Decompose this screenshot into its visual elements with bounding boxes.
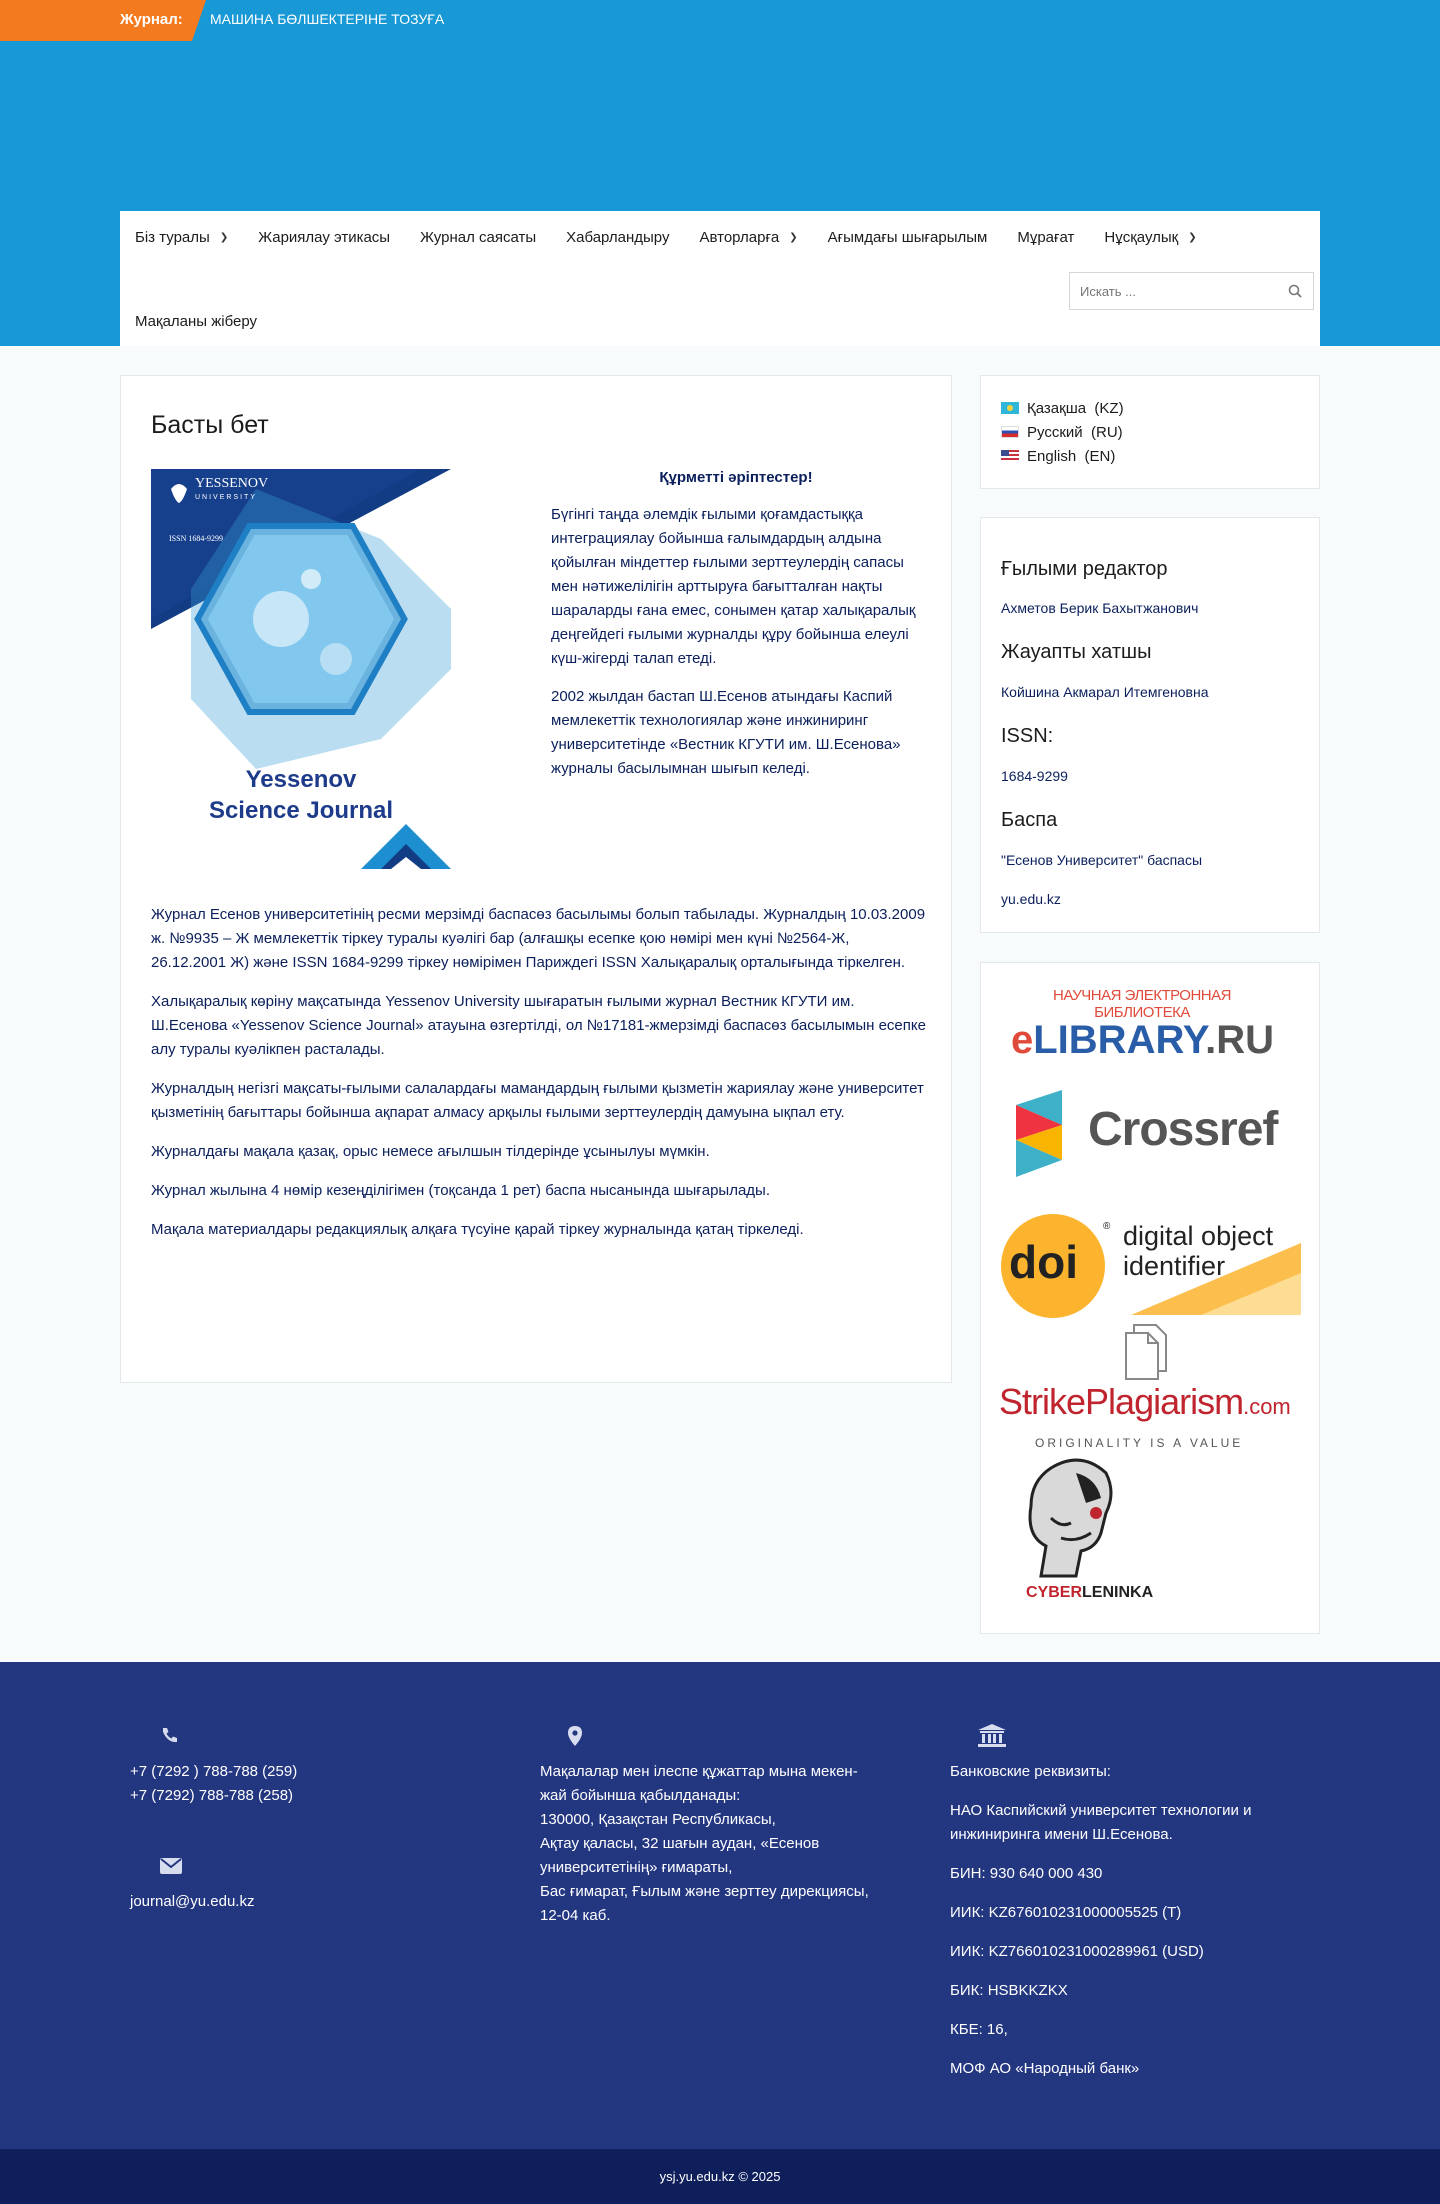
nav-item-archive[interactable]: Мұрағат	[1017, 228, 1075, 246]
kz-flag-icon	[1001, 402, 1019, 414]
cyberleninka-logo[interactable]: CYBERLENINKA	[1021, 1458, 1141, 1608]
publisher-heading: Баспа	[1001, 809, 1058, 831]
bank-line: ИИК: KZ766010231000289961 (USD)	[950, 1943, 1204, 1960]
nav-item-announcements[interactable]: Хабарландыру	[566, 228, 670, 246]
journal-ticker[interactable]: МАШИНА БӨЛШЕКТЕРІНЕ ТОЗУҒА	[210, 11, 445, 27]
address-line: 12-04 каб.	[540, 1907, 611, 1924]
chevron-down-icon: ❯	[219, 231, 229, 243]
bank-line: БИН: 930 640 000 430	[950, 1865, 1103, 1882]
lang-russian[interactable]: Русский (RU)	[1001, 420, 1299, 444]
main-nav	[120, 211, 1320, 346]
address-line: 130000, Қазақстан Республикасы,	[540, 1811, 776, 1828]
body-paragraph: Халықаралық көріну мақсатында Yessenov University шығаратын ғылыми журнал Вестник КГУТИ им. Ш.Есенова «Yessenov Science Journal» атауына өзгертілді, ол №17181-жмерзімді баспасөз басылымын есепке алу туралы куәлікпен расталады.	[151, 993, 926, 1058]
editor-heading: Ғылыми редактор	[1001, 558, 1168, 580]
issn-value: 1684-9299	[1001, 768, 1068, 784]
email-icon	[160, 1858, 182, 1874]
cover-issn: ISSN 1684-9299	[169, 534, 224, 543]
phone-1[interactable]: +7 (7292 ) 788-788 (259)	[130, 1763, 298, 1780]
nav-menu	[120, 211, 1212, 263]
address-line: Мақалалар мен ілеспе құжаттар мына мекен-	[540, 1763, 858, 1780]
strikeplagiarism-logo[interactable]: StrikePlagiarism.com ORIGINALITY IS A VALUE	[999, 1323, 1309, 1453]
search-input[interactable]	[1070, 273, 1277, 309]
phone-2[interactable]: +7 (7292) 788-788 (258)	[130, 1787, 294, 1804]
crossref-mark-icon	[1016, 1085, 1086, 1180]
body-paragraph: Журнал Есенов университетінің ресми мерзімді баспасөз басылымы болып табылады. Журналдың 10.03.2009 ж. №9935 – Ж мемлекеттік тіркеу туралы куәлігі бар (алғашқы есепке қою нөмірі мен күні №2564-Ж, 26.12.2001 Ж) және ISSN 1684-9299 тіркеу нөмірімен Париждегі ISSN Халықаралық орталығында тіркелген.	[151, 906, 926, 971]
nav-item-policy[interactable]: Журнал саясаты	[420, 228, 537, 246]
search-icon[interactable]	[1277, 284, 1313, 298]
bank-name: НАО Каспийский университет технологии и	[950, 1802, 1252, 1819]
crossref-logo[interactable]: Crossref	[1016, 1085, 1306, 1180]
address-line: Бас ғимарат, Ғылым және зерттеу дирекциясы,	[540, 1883, 869, 1900]
body-paragraph: Журналдағы мақала қазақ, орыс немесе ағылшын тілдерінде ұсынылуы мүмкін.	[151, 1143, 710, 1160]
bank-line: БИК: HSBKKZKX	[950, 1982, 1068, 1999]
bank-icon	[978, 1724, 1006, 1748]
secretary-name: Койшина Акмарал Итемгеновна	[1001, 684, 1209, 700]
search-box	[1069, 272, 1314, 310]
journal-cover-image	[151, 469, 451, 869]
greeting: Құрметті әріптестер!	[659, 469, 813, 486]
nav-item-submit[interactable]: Мақаланы жіберу	[135, 312, 258, 330]
address-line: жай бойынша қабылданады:	[540, 1787, 741, 1804]
journal-info-widget	[980, 517, 1320, 933]
email-link[interactable]: journal@yu.edu.kz	[130, 1893, 255, 1910]
page-title: Басты бет	[151, 411, 269, 439]
cover-title-line1: Yessenov	[245, 766, 357, 793]
us-flag-icon	[1001, 450, 1019, 462]
main-content	[120, 375, 952, 1383]
bank-line: КБЕ: 16,	[950, 2021, 1008, 2038]
publisher-name: "Есенов Университет" баспасы	[1001, 852, 1203, 868]
document-icon	[1124, 1323, 1174, 1381]
editor-name: Ахметов Берик Бахытжанович	[1001, 600, 1199, 616]
journal-label: Журнал:	[120, 11, 183, 28]
nav-item-current-issue[interactable]: Ағымдағы шығарылым	[827, 228, 988, 246]
copyright-bar	[0, 2149, 1440, 2204]
bank-title: Банковские реквизиты:	[950, 1763, 1111, 1780]
intro-paragraph: Бүгінгі таңда әлемдік ғылыми қоғамдастыққа интеграциялау бойынша ғалымдардың алдына қойылған міндеттер ғылыми зерттеулердің сапасы мен нәтижелілігін арттыруға бағытталған нақты шараларды ғана емес, сонымен қатар халықаралық деңгейдегі ғылыми журналды құру бойынша елеулі күш-жігерді талап етеді.	[551, 506, 916, 667]
indexing-logos	[980, 962, 1320, 1634]
nav-item-authors[interactable]: Авторларға ❯	[699, 228, 798, 246]
bank-line: ИИК: KZ676010231000005525 (Т)	[950, 1904, 1182, 1921]
secretary-heading: Жауапты хатшы	[1001, 641, 1152, 663]
copyright-text: ysj.yu.edu.kz © 2025	[659, 2169, 781, 2184]
body-paragraph: Мақала материалдары редакциялық алқаға түсуіне қарай тіркеу журналында қатаң тіркеледі.	[151, 1221, 804, 1238]
nav-item-guidelines[interactable]: Нұсқаулық ❯	[1104, 228, 1197, 246]
chevron-down-icon: ❯	[789, 231, 798, 243]
phone-icon	[160, 1727, 178, 1745]
site-link[interactable]: yu.edu.kz	[1001, 891, 1061, 907]
bank-line: МОФ АО «Народный банк»	[950, 2060, 1140, 2077]
nav-item-about[interactable]: Біз туралы ❯	[135, 228, 229, 246]
body-text	[151, 903, 926, 1257]
address-line: университетінің» ғимараты,	[540, 1859, 733, 1876]
cover-title-line2: Science Journal	[208, 797, 394, 824]
lang-english[interactable]: English (EN)	[1001, 444, 1299, 468]
intro-section	[551, 469, 921, 795]
issn-heading: ISSN:	[1001, 725, 1054, 747]
elibrary-logo[interactable]: НАУЧНАЯ ЭЛЕКТРОННАЯ БИБЛИОТЕКА eLIBRARY.RU	[1011, 987, 1274, 1062]
cover-university-sub: UNIVERSITY	[195, 494, 258, 501]
language-switcher	[980, 375, 1320, 489]
ru-flag-icon	[1001, 426, 1019, 438]
address-line: Ақтау қаласы, 32 шағын аудан, «Есенов	[540, 1835, 820, 1852]
location-pin-icon	[568, 1726, 582, 1746]
bank-name: инжиниринга имени Ш.Есенова.	[950, 1826, 1173, 1843]
nav-item-ethics[interactable]: Жариялау этикасы	[258, 228, 391, 246]
intro-paragraph: 2002 жылдан бастап Ш.Есенов атындағы Каспий мемлекеттік технологиялар және инжиниринг университетінде «Вестник КГУТИ им. Ш.Есенова» журналы басылымнан шығып келеді.	[551, 688, 901, 777]
site-footer	[0, 1662, 1440, 2149]
body-paragraph: Журнал жылына 4 нөмір кезеңділігімен (тоқсанда 1 рет) баспа нысанында шығарылады.	[151, 1182, 770, 1199]
body-paragraph: Журналдың негізгі мақсаты-ғылыми салалардағы мамандардың ғылыми қызметін жариялау және университет қызметінің бағыттары бойынша ақпарат алмасу арқылы ғылыми зерттеулердің дамуына ықпал ету.	[151, 1080, 924, 1121]
doi-logo[interactable]: doi ® digital object identifier	[1001, 1213, 1301, 1318]
cyberleninka-head-icon	[1021, 1458, 1121, 1578]
cover-university: YESSENOV	[195, 476, 269, 491]
lang-kazakh[interactable]: Қазақша (KZ)	[1001, 396, 1299, 420]
chevron-down-icon: ❯	[1188, 231, 1197, 243]
